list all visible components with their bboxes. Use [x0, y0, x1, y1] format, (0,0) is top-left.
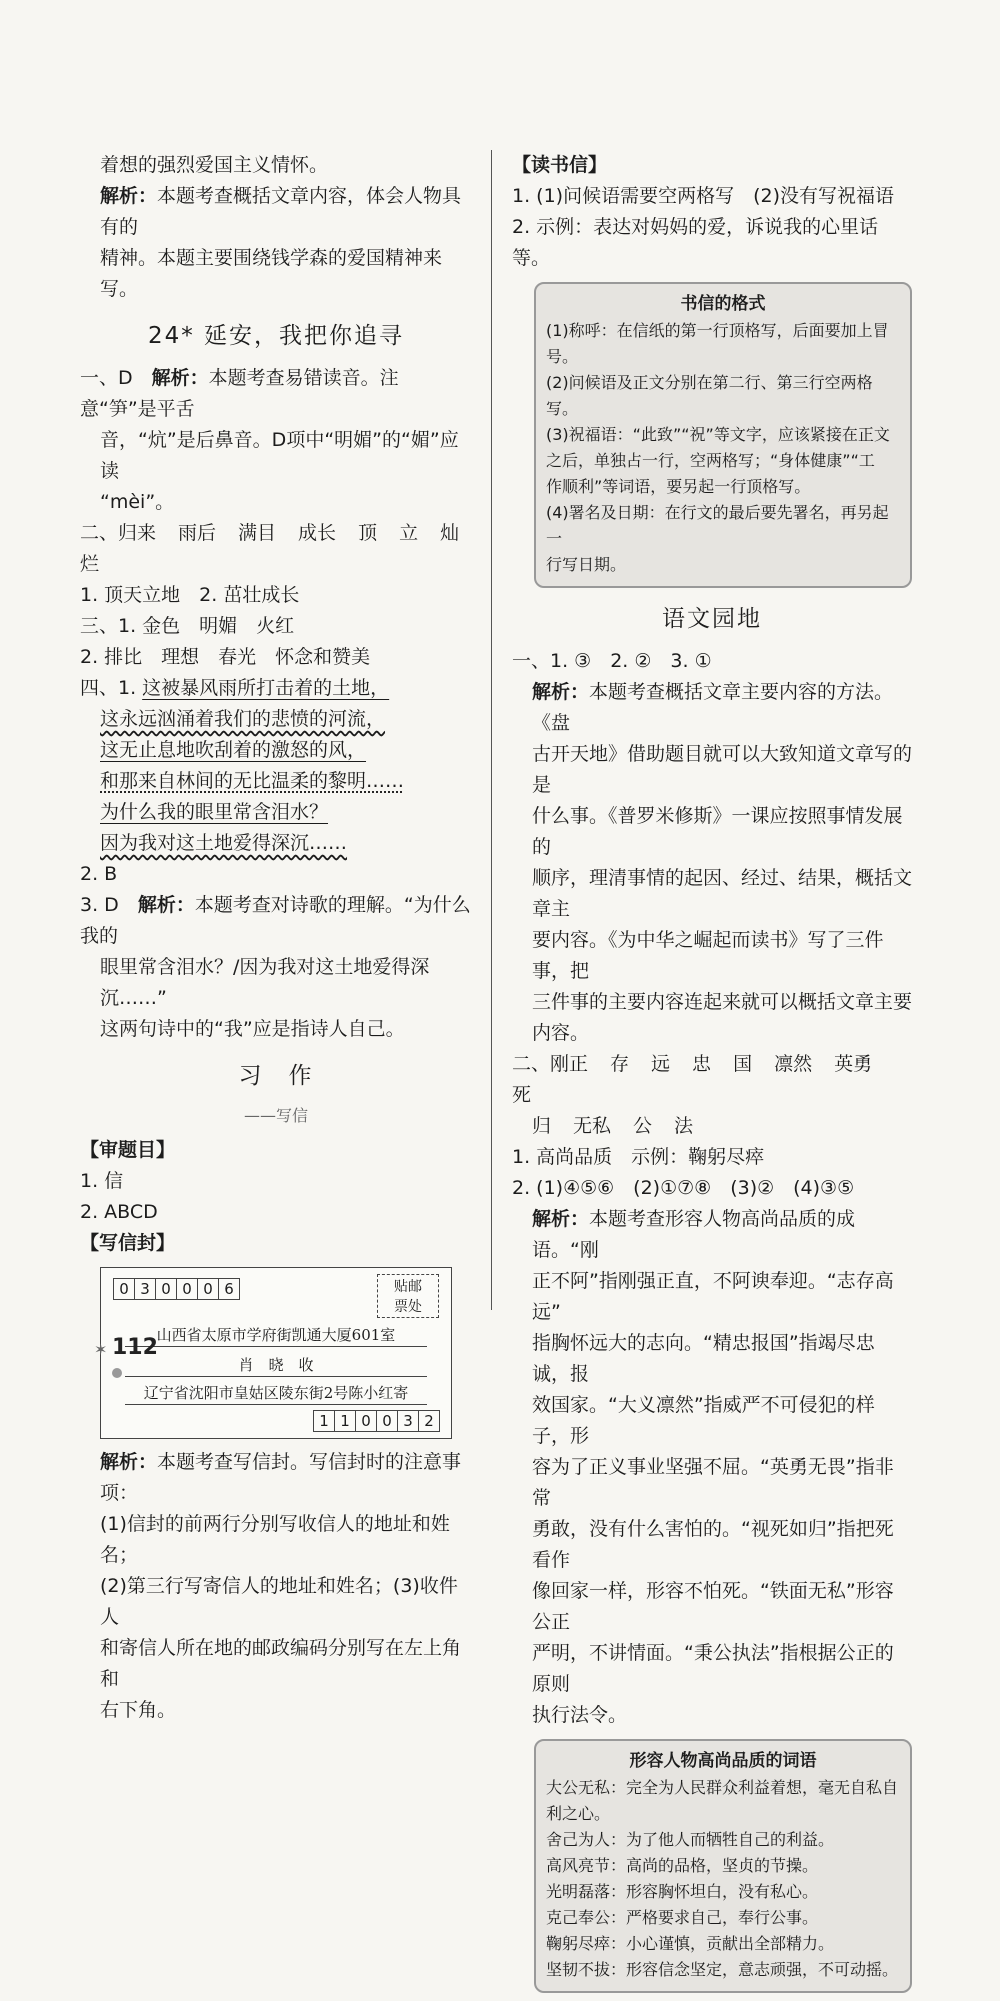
poem-line: 这被暴风雨所打击着的土地，: [142, 677, 390, 699]
zip-digit: 0: [113, 1278, 135, 1300]
zip-digit: 2: [418, 1410, 440, 1432]
word: 远: [651, 1053, 671, 1075]
zip-digit: 1: [334, 1410, 356, 1432]
text-line: [512, 1204, 912, 1266]
box-title: 书信的格式: [680, 294, 766, 314]
zip-digit: 6: [218, 1278, 240, 1300]
q2-words: [80, 518, 472, 580]
poem-line: [80, 766, 472, 797]
g2-items: [512, 1142, 912, 1204]
stamp-text-2: 票处: [394, 1299, 422, 1315]
text-line: [80, 1695, 472, 1726]
poem-lines: [80, 704, 472, 859]
line-text: 像回家一样，形容不怕死。“铁面无私”形容公正: [532, 1580, 894, 1633]
box-line: 舍己为人：为了他人而牺牲自己的利益。: [546, 1830, 835, 1849]
text-line: [80, 150, 472, 181]
text-line: [512, 801, 912, 863]
text-line: [80, 243, 472, 305]
line-text: 要内容。《为中华之崛起而读书》写了三件事，把: [532, 929, 884, 982]
word: 灿烂: [80, 522, 460, 575]
envelope-analysis: [80, 1447, 472, 1726]
box-line: 坚韧不拔：形容信念坚定，意志顽强，不可动摇。: [546, 1960, 899, 1979]
q3-item: 2. 排比 理想 春光 怀念和赞美: [80, 646, 371, 668]
shen-heading: 【审题目】: [80, 1139, 176, 1161]
text-line: [80, 1509, 472, 1571]
q4-head: 四、1.: [80, 677, 143, 699]
line-text: 正不阿”指刚强正直，不阿谀奉迎。“志存高远”: [532, 1270, 894, 1323]
writing-subtitle: ——写信: [243, 1106, 308, 1125]
q4-3-continuation: [80, 952, 472, 1045]
poem-line: [80, 704, 472, 735]
q2-item: 1. 顶天立地 2. 茁壮成长: [80, 584, 300, 606]
text-line: [512, 1390, 912, 1452]
q2-items: [80, 580, 472, 611]
text-line: [512, 863, 912, 925]
box-line: 高风亮节：高尚的品格，坚贞的节操。: [546, 1856, 819, 1875]
g1-analysis: [512, 677, 912, 1049]
box-line: 克己奉公：严格要求自己，奉行公事。: [546, 1908, 819, 1927]
box-line: 光明磊落：形容胸怀坦白，没有私心。: [546, 1882, 819, 1901]
analysis-label: 解析：: [100, 185, 158, 207]
box-line: (4)署名及日期：在行文的最后要先署名，再另起一: [546, 503, 889, 548]
zip-digit: 1: [313, 1410, 335, 1432]
shen-item: 2. ABCD: [80, 1201, 158, 1223]
recipient-address: 山西省太原市学府街凯通大厦601室: [125, 1324, 427, 1347]
writing-title: 习 作: [238, 1063, 314, 1089]
word: 忠: [692, 1053, 712, 1075]
text-line: [512, 1328, 912, 1390]
line-text: 勇敢，没有什么害怕的。“视死如归”指把死看作: [532, 1518, 894, 1571]
stamp-box: [377, 1274, 439, 1318]
box-title: 形容人物高尚品质的词语: [629, 1751, 817, 1771]
word: 凛然: [774, 1053, 813, 1075]
line-text: 右下角。: [100, 1699, 177, 1721]
recipient-name: 肖 晓 收: [125, 1354, 427, 1377]
left-column: [80, 150, 472, 1726]
g1-answers: 一、1. ③ 2. ② 3. ①: [512, 650, 712, 672]
page-number: 112: [112, 1335, 158, 1360]
q4-3-cont-line: 眼里常含泪水？/因为我对这土地爱得深沉……”: [100, 956, 430, 1009]
shen-item: 1. 信: [80, 1170, 124, 1192]
poem-line: [80, 797, 472, 828]
box-line: 利之心。: [546, 1804, 611, 1823]
text-line: [512, 1514, 912, 1576]
line-text: (1)信封的前两行分别写收信人的地址和姓名；: [100, 1513, 450, 1566]
word: 法: [674, 1115, 694, 1137]
analysis-label: 解析：: [151, 367, 209, 389]
poem-line-text: 这无止息地吹刮着的激怒的风，: [100, 739, 367, 761]
q3-items: [80, 611, 472, 673]
dushu-item: 1. (1)问候语需要空两格写 (2)没有写祝福语: [512, 185, 894, 207]
text-line: [512, 1700, 912, 1731]
g2-words: [512, 1049, 912, 1111]
line-text: 三件事的主要内容连起来就可以概括文章主要: [532, 991, 913, 1013]
shen-items: [80, 1166, 472, 1228]
stamp-text-1: 贴邮: [394, 1279, 422, 1295]
text-line: [512, 1576, 912, 1638]
poem-line-text: 和那来自林间的无比温柔的黎明……: [100, 770, 405, 792]
right-column: [512, 150, 912, 2001]
box-lines: [546, 318, 900, 578]
zip-digit: 3: [134, 1278, 156, 1300]
poem-line: [80, 828, 472, 859]
xiefeng-heading: 【写信封】: [80, 1232, 176, 1254]
line-text: 本题考查形容人物高尚品质的成语。“刚: [532, 1208, 856, 1261]
text-line: [512, 1452, 912, 1514]
word: 顶: [358, 522, 378, 544]
sender-address: 辽宁省沈阳市皇姑区陵东街2号陈小红寄: [125, 1382, 427, 1405]
line-text: 内容。: [532, 1022, 590, 1044]
word: 二、归来: [80, 522, 157, 544]
line-text: 着想的强烈爱国主义情怀。: [100, 154, 329, 176]
q1-continuation: [80, 425, 472, 518]
line-text: 容为了正义事业坚强不屈。“英勇无畏”指非常: [532, 1456, 894, 1509]
lesson-title: 24* 延安，我把你追寻: [147, 323, 405, 349]
text-line: [512, 1018, 912, 1049]
poem-line-text: 这永远汹涌着我们的悲愤的河流，: [100, 708, 386, 730]
dushu-item: 2. 示例：表达对妈妈的爱，诉说我的心里话等。: [512, 216, 879, 269]
g2-words-2: [512, 1111, 912, 1142]
dushu-heading: 【读书信】: [512, 154, 608, 176]
poem-line: [80, 735, 472, 766]
word: 立: [399, 522, 419, 544]
q4-3-answer: 3. D: [80, 894, 119, 916]
box-line: 之后，单独占一行，空两格写；“身体健康”“工: [546, 451, 875, 470]
garden-title: 语文园地: [662, 606, 762, 632]
line-text: 执行法令。: [532, 1704, 628, 1726]
line-text: 古开天地》借助题目就可以大致知道文章写的是: [532, 743, 913, 796]
zip-digit: 0: [155, 1278, 177, 1300]
text-line: [512, 987, 912, 1018]
idiom-box: [534, 1739, 912, 1993]
dushu-items: [512, 181, 912, 274]
word: 英勇: [834, 1053, 873, 1075]
analysis-label: 解析：: [532, 1208, 590, 1230]
text-line: [80, 1571, 472, 1633]
q4-3-text: 本题考查对诗歌的理解。“为什么我的: [80, 894, 471, 947]
word: 存: [610, 1053, 630, 1075]
text-line: [80, 1447, 472, 1509]
analysis-label: 解析：: [137, 894, 195, 916]
poem-line-text: 因为我对这土地爱得深沉……: [100, 832, 348, 854]
word: 死: [512, 1084, 532, 1106]
word: 雨后: [178, 522, 217, 544]
box-line: 行写日期。: [546, 555, 627, 574]
box-line: 大公无私：完全为人民群众利益着想，毫无自私自: [546, 1778, 899, 1797]
box-lines: [546, 1775, 900, 1983]
box-line: (3)祝福语：“此致”“祝”等文字，应该紧接在正文: [546, 425, 890, 444]
g2-item: 2. (1)④⑤⑥ (2)①⑦⑧ (3)② (4)③⑤: [512, 1177, 855, 1199]
box-line: 鞠躬尽瘁：小心谨慎，贡献出全部精力。: [546, 1934, 835, 1953]
analysis-label: 解析：: [532, 681, 590, 703]
q1-answer: 一、D: [80, 367, 133, 389]
line-text: 效国家。“大义凛然”指威严不可侵犯的样子，形: [532, 1394, 875, 1447]
column-divider: [491, 150, 492, 1310]
text-line: [80, 1633, 472, 1695]
q4-3-line: [80, 890, 472, 952]
line-text: 严明，不讲情面。“秉公执法”指根据公正的原则: [532, 1642, 894, 1695]
box-line: 作顺利”等词语，要另起一行顶格写。: [546, 477, 811, 496]
word: 公: [633, 1115, 653, 1137]
g2-analysis: [512, 1204, 912, 1731]
word: 二、刚正: [512, 1053, 589, 1075]
poem-line-text: 为什么我的眼里常含泪水？: [100, 801, 329, 823]
q1-cont-line: 音，“炕”是后鼻音。D项中“明媚”的“媚”应读: [100, 429, 459, 482]
box-line: (1)称呼：在信纸的第一行顶格写，后面要加上冒号。: [546, 321, 889, 366]
q1-line: [80, 363, 472, 425]
word: 归: [532, 1115, 552, 1137]
q3-item: 三、1. 金色 明媚 火红: [80, 615, 295, 637]
text-line: [512, 1638, 912, 1700]
word: 国: [733, 1053, 753, 1075]
box-line: (2)问候语及正文分别在第二行、第三行空两格写。: [546, 373, 873, 418]
line-text: 本题考查写信封。写信封时的注意事项：: [100, 1451, 462, 1504]
q4-3-cont-line: 这两句诗中的“我”应是指诗人自己。: [100, 1018, 405, 1040]
letter-format-box: [534, 282, 912, 588]
g2-item: 1. 高尚品质 示例：鞠躬尽瘁: [512, 1146, 765, 1168]
zip-digit: 3: [397, 1410, 419, 1432]
line-text: 精神。本题主要围绕钱学森的爱国精神来写。: [100, 247, 443, 300]
q4-head-line: [80, 673, 472, 704]
zip-digit: 0: [376, 1410, 398, 1432]
text-line: [512, 739, 912, 801]
word: 无私: [573, 1115, 612, 1137]
top-paragraph: [80, 150, 472, 305]
line-text: 什么事。《普罗米修斯》一课应按照事情发展的: [532, 805, 903, 858]
star-icon: ✶: [94, 1340, 108, 1359]
line-text: 本题考查概括文章主要内容的方法。《盘: [532, 681, 894, 734]
zip-digit: 0: [355, 1410, 377, 1432]
zip-to: [113, 1278, 239, 1300]
text-line: [80, 181, 472, 243]
line-text: 顺序，理清事情的起因、经过、结果，概括文章主: [532, 867, 913, 920]
zip-from: [313, 1410, 439, 1432]
q4-2: 2. B: [80, 863, 118, 885]
text-line: [512, 677, 912, 739]
line-text: 本题考查概括文章内容，体会人物具有的: [100, 185, 462, 238]
analysis-label: 解析：: [100, 1451, 158, 1473]
line-text: (2)第三行写寄信人的地址和姓名；(3)收件人: [100, 1575, 458, 1628]
q1-cont-line: “mèi”。: [100, 491, 175, 513]
word: 成长: [298, 522, 337, 544]
text-line: [512, 1266, 912, 1328]
zip-digit: 0: [197, 1278, 219, 1300]
text-line: [512, 925, 912, 987]
line-text: 指胸怀远大的志向。“精忠报国”指竭尽忠诚，报: [532, 1332, 875, 1385]
line-text: 和寄信人所在地的邮政编码分别写在左上角和: [100, 1637, 462, 1690]
word: 满目: [238, 522, 277, 544]
decor-dot: [112, 1368, 122, 1378]
q1-text: 本题考查易错读音。注意“笋”是平舌: [80, 367, 399, 420]
zip-digit: 0: [176, 1278, 198, 1300]
